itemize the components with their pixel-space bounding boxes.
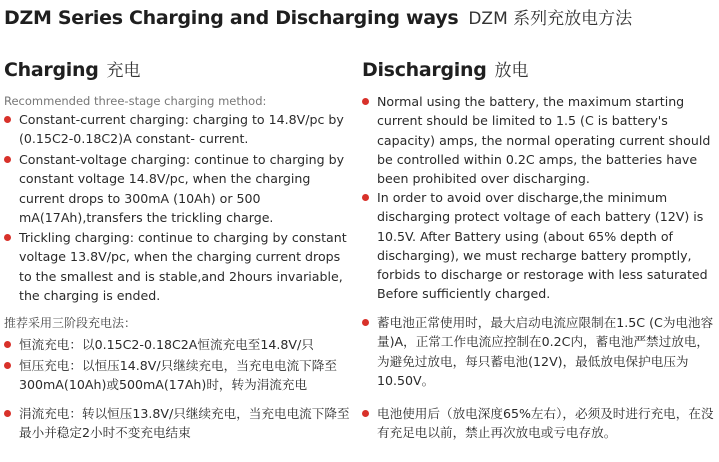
charging-item: Constant-voltage charging: continue to charging by constant voltage 14.8V/pc, when the charging current drops to 300mA (10Ah) or 500 mA(17Ah),transfers the trickling charge. [4,150,354,227]
charging-item-cn: 恒流充电：以0.15C2-0.18C2A恒流充电至14.8V/只 [4,335,354,354]
discharging-item-cn: 蓄电池正常使用时，最大启动电流应限制在1.5C (C为电池容量)A，正常工作电流应控制在0.2C内，蓄电池严禁过放电，为避免过放电，每只蓄电池(12V)，最低放电保护电压为10.50V。 [362,313,714,390]
charging-heading-cn: 充电 [106,61,141,81]
page-title [4,4,632,29]
bullet-icon [4,362,11,369]
discharging-heading-en: Discharging [362,59,487,81]
discharging-heading-cn: 放电 [494,61,529,81]
charging-item: Constant-current charging: charging to 14.8V/pc by (0.15C2-0.18C2)A constant- current. [4,110,354,149]
discharging-item: Normal using the battery, the maximum starting current should be limited to 1.5 (C is battery's capacity) amps, the normal operating current should be controlled within 0.2C amps, the batteries have been prohibited over discharging. [362,92,714,188]
bullet-icon [362,194,369,201]
bullet-icon [4,234,11,241]
charging-heading-en: Charging [4,59,99,81]
bullet-icon [4,341,11,348]
title-cn: DZM 系列充放电方法 [468,9,633,29]
recommended-method: Recommended three-stage charging method: [4,94,267,108]
bullet-icon [4,410,11,417]
bullet-icon [362,410,369,417]
bullet-icon [4,116,11,123]
bullet-icon [4,156,11,163]
title-en: DZM Series Charging and Discharging ways [4,7,459,29]
bullet-icon [362,319,369,326]
charging-item-cn: 涓流充电：转以恒压13.8V/只继续充电，当充电电流下降至最小并稳定2小时不变充电结束 [4,404,354,443]
bullet-icon [362,98,369,105]
charging-heading [4,56,141,81]
charging-item: Trickling charging: continue to charging by constant voltage 13.8V/pc, when the charging current drops to the smallest and is stable,and 2hours invariable, the charging is ended. [4,228,354,305]
discharging-heading [362,56,529,81]
charging-item-cn: 恒压充电：以恒压14.8V/只继续充电，当充电电流下降至300mA(10Ah)或500mA(17Ah)时，转为涓流充电 [4,356,354,395]
recommended-method-cn: 推荐采用三阶段充电法： [4,316,137,330]
discharging-item: In order to avoid over discharge,the minimum discharging protect voltage of each battery (12V) is 10.5V. After Battery using (about 65% depth of discharging), we must recharge battery promptly, forbids to discharge or restorage with less saturated Before sufficiently charged. [362,188,714,304]
discharging-item-cn: 电池使用后（放电深度65%左右），必须及时进行充电，在没有充足电以前，禁止再次放电或亏电存放。 [362,404,714,443]
